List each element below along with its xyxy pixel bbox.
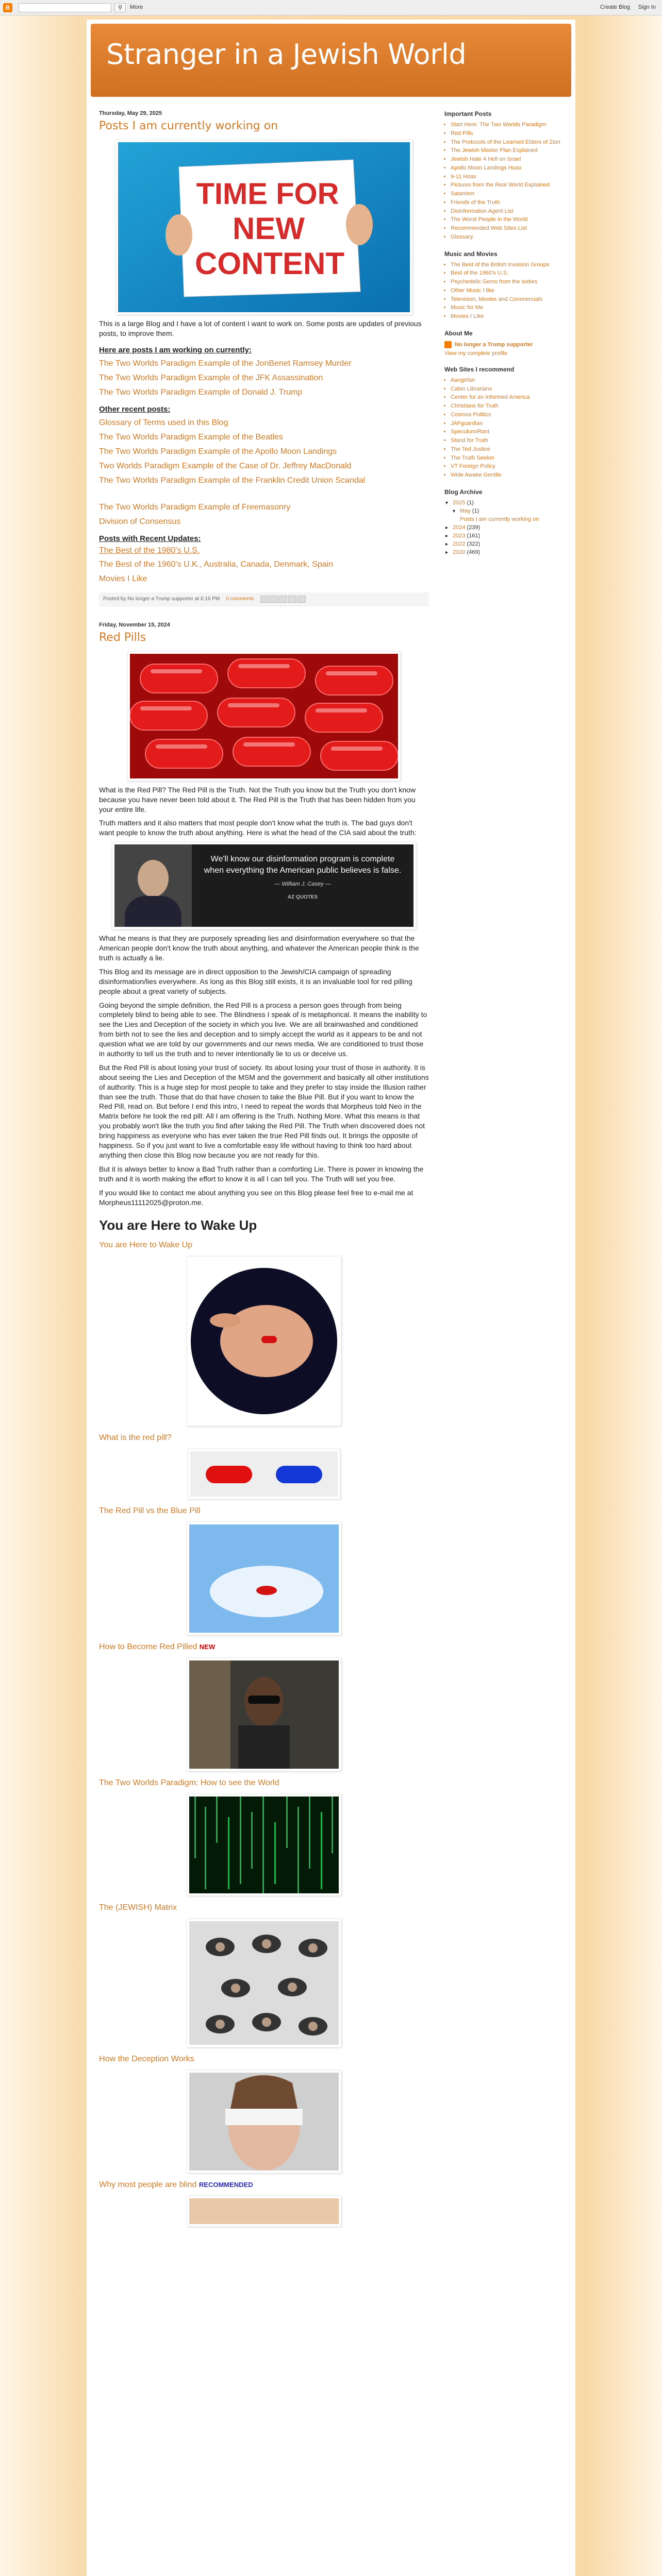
wake-up-heading: You are Here to Wake Up bbox=[99, 1217, 257, 1233]
post-link-label: Why most people are blind bbox=[99, 2180, 197, 2190]
blogger-navbar bbox=[0, 0, 662, 15]
profile-row[interactable] bbox=[444, 341, 563, 348]
casey-portrait bbox=[114, 844, 192, 927]
web-site-item[interactable]: • JAFguardian bbox=[451, 420, 563, 428]
other-link[interactable]: Two Worlds Paradigm Example of the Case of Dr. Jeffrey MacDonald bbox=[99, 461, 352, 470]
music-item[interactable]: • Movies I Like bbox=[451, 313, 563, 320]
create-blog-link[interactable]: Create Blog bbox=[600, 4, 630, 10]
blog-archive-title: Blog Archive bbox=[444, 488, 483, 496]
expand-toggle-icon[interactable]: ► bbox=[444, 549, 449, 555]
important-post-item[interactable]: • The Protocols of the Learned Elders of Zion bbox=[451, 139, 563, 146]
collapse-toggle-icon[interactable]: ▼ bbox=[452, 508, 456, 514]
post-body bbox=[99, 319, 429, 584]
archive-year[interactable]: ► 2022 (322) bbox=[444, 540, 481, 547]
web-site-item[interactable]: • Cosmos Politics bbox=[451, 412, 563, 419]
pill-in-hand-image[interactable] bbox=[187, 1522, 341, 1635]
wake-up-link[interactable]: You are Here to Wake Up bbox=[99, 1241, 193, 1250]
page-outer bbox=[87, 20, 575, 2576]
web-site-item[interactable]: • The Ted Justice bbox=[451, 446, 563, 453]
more-link[interactable]: More bbox=[130, 4, 143, 10]
red-blue-pills-image[interactable] bbox=[188, 1449, 340, 1499]
other-link[interactable]: The Two Worlds Paradigm Example of the Beatles bbox=[99, 432, 283, 442]
update-link[interactable]: The Best of the 1960's U.K., Australia, Canada, Denmark, Spain bbox=[99, 560, 333, 569]
sign-in-link[interactable]: Sign In bbox=[638, 4, 656, 10]
music-movies-title: Music and Movies bbox=[444, 250, 498, 258]
music-item[interactable]: • The Best of the British Invasion Groups bbox=[451, 262, 563, 269]
time-for-new-content-image[interactable] bbox=[115, 140, 412, 315]
quote-source: AZ QUOTES bbox=[287, 894, 318, 901]
music-item[interactable]: • Psychedelic Gems from the sixties bbox=[451, 279, 563, 286]
twitter-share-icon[interactable] bbox=[279, 596, 287, 603]
comments-link[interactable]: 0 comments bbox=[226, 596, 254, 602]
paragraph: But the Red Pill is about losing your trust of society. Its about losing your trust of those in authority. It is about seeing the Lies and Deception of the MSM and the government and basically all other institutions of authority. This is a huge step for most people to take and they prefer to stay inside the Illusion rather than see the truth. Those that do that have chosen to take the Blue Pill. But if you want to know the Red Pill, read on. But before I end this intro, I need to repeat the words that Morpheus told Neo in the Matrix before he took the red pill: All I am offering is the Truth. Nothing More. What this means is that you probably won't like the truth you find after taking the Red Pill. The Truth when discovered does not bring happiness as everyone who has ever taken the true Red Pill finds out. It brings the opposite of happiness. So if you just want to live a comfortable easy life without having to think too hard about anything then close this Blog now because you are not ready for this. bbox=[99, 1063, 429, 1159]
post-date: Friday, November 15, 2024 bbox=[99, 621, 170, 628]
archive-year[interactable]: ► 2020 (469) bbox=[444, 549, 481, 555]
share-buttons bbox=[260, 596, 306, 603]
archive-post[interactable]: Posts I am currently working on bbox=[460, 516, 539, 522]
important-post-item[interactable]: • Glossary bbox=[451, 234, 563, 241]
important-post-item[interactable]: • Start Here: The Two Worlds Paradigm bbox=[451, 122, 563, 129]
morpheus-image[interactable] bbox=[187, 1658, 341, 1771]
web-site-item[interactable]: • Center for an Informed America bbox=[451, 394, 563, 401]
update-link[interactable]: Movies I Like bbox=[99, 574, 147, 583]
important-posts-title: Important Posts bbox=[444, 110, 492, 117]
blog-this-icon[interactable] bbox=[270, 596, 278, 603]
archive-year[interactable]: ▼ 2025 (1) bbox=[444, 499, 474, 506]
facebook-share-icon[interactable] bbox=[288, 596, 296, 603]
post-body bbox=[99, 785, 429, 838]
other-label: Other recent posts: bbox=[99, 404, 171, 414]
paragraph: Going beyond the simple definition, the Red Pill is a process a person goes through from being completely blind to being able to see. The Blindness I speak of is metaphorical. It means the inability to see the Lies and Deception of the society in which you live. We are all brainwashed and conditioned from birth not to see the lies and deception and to simply accept the world as it appears to be and not question what we are told by our governments and our news media. We are conditioned to trust those in authority to tell us the truth and to never intentionally lie to us or deceive us. bbox=[99, 1001, 427, 1058]
web-sites-list bbox=[444, 377, 563, 479]
web-sites-title: Web Sites I recommend bbox=[444, 365, 515, 373]
archive-year[interactable]: ► 2024 (239) bbox=[444, 524, 481, 531]
quote-text: We'll know our disinformation program is complete when everything the American public believes is false. bbox=[204, 855, 402, 875]
posted-by: Posted by No longer a Trump supporter at 6:16 PM bbox=[103, 596, 220, 602]
hand-pill-image[interactable] bbox=[187, 1256, 341, 1426]
other-link[interactable]: The Two Worlds Paradigm Example of the Franklin Credit Union Scandal bbox=[99, 476, 366, 485]
image-text-line3: CONTENT bbox=[195, 246, 344, 281]
casey-quote-image[interactable] bbox=[112, 842, 416, 929]
music-item[interactable]: • Other Music I like bbox=[451, 287, 563, 295]
archive-year[interactable]: ► 2023 (161) bbox=[444, 532, 481, 539]
important-post-item[interactable]: • 9-11 Hoax bbox=[451, 174, 563, 181]
collapse-toggle-icon[interactable]: ▼ bbox=[444, 500, 449, 505]
working-link[interactable]: The Two Worlds Paradigm Example of the JFK Assassination bbox=[99, 373, 323, 382]
search-icon[interactable]: ⚲ bbox=[114, 3, 126, 12]
post-link[interactable] bbox=[99, 1642, 429, 1652]
important-post-item[interactable]: • Disinformation Agent List bbox=[451, 208, 563, 215]
blog-header bbox=[91, 24, 571, 97]
working-link[interactable]: The Two Worlds Paradigm Example of the JonBenet Ramsey Murder bbox=[99, 359, 352, 368]
paragraph: What is the Red Pill? The Red Pill is the Truth. Not the Truth you know but the Truth you don't know because you have never been told about it. The Red Pill is the Truth that has been hidden from you your entire life. bbox=[99, 785, 416, 814]
working-link[interactable]: The Two Worlds Paradigm Example of Donald J. Trump bbox=[99, 387, 303, 397]
blindfold-image[interactable] bbox=[187, 2070, 341, 2173]
working-label: Here are posts I am working on currently: bbox=[99, 345, 252, 354]
post-link[interactable]: The (JEWISH) Matrix bbox=[99, 1903, 177, 1912]
important-post-item[interactable]: • Pictures from the Real World Explained bbox=[451, 182, 563, 189]
archive-month[interactable]: ▼ May (1) bbox=[452, 507, 479, 514]
important-posts-list bbox=[444, 122, 563, 241]
music-item[interactable]: • Best of the 1960's U.S. bbox=[451, 270, 563, 277]
web-site-item[interactable]: • Wide Awake Gentile bbox=[451, 472, 563, 479]
other-link[interactable]: Division of Consensus bbox=[99, 517, 181, 526]
quote-author: — William J. Casey — bbox=[274, 881, 331, 888]
post-date: Thursday, May 29, 2025 bbox=[99, 110, 162, 116]
web-site-item[interactable]: • Christians for Truth bbox=[451, 403, 563, 410]
paragraph: What he means is that they are purposely spreading lies and disinformation everywhere so that the American people don't know the truth about anything, and whatever the American people think is the truth is actually a lie. bbox=[99, 934, 419, 962]
post-link[interactable]: How the Deception Works bbox=[99, 2055, 194, 2064]
web-site-item[interactable]: • Aangirfan bbox=[451, 377, 563, 384]
blog-title[interactable]: Stranger in a Jewish World bbox=[106, 38, 467, 71]
post-footer bbox=[99, 592, 429, 606]
important-post-item[interactable]: • The Worst People in the World bbox=[451, 216, 563, 224]
about-me-title: About Me bbox=[444, 329, 473, 337]
web-site-item[interactable]: • Stand for Truth bbox=[451, 437, 563, 445]
post-link-label: How to Become Red Pilled bbox=[99, 1642, 197, 1652]
expand-toggle-icon[interactable]: ► bbox=[444, 541, 449, 547]
important-post-item[interactable]: • Apollo Moon Landings Hoax bbox=[451, 165, 563, 172]
matrix-pods-image[interactable] bbox=[187, 1919, 341, 2047]
paragraph: But it is always better to know a Bad Truth rather than a comforting Lie. There is power in knowing the truth and it is worth making the effort to know it is all I can tell you. The Truth will set you free. bbox=[99, 1164, 424, 1183]
red-pills-image[interactable] bbox=[127, 651, 401, 781]
expand-toggle-icon[interactable]: ► bbox=[444, 533, 449, 538]
expand-toggle-icon[interactable]: ► bbox=[444, 524, 449, 530]
important-post-item[interactable]: • Friends of the Truth bbox=[451, 199, 563, 207]
blogger-logo-icon[interactable]: B bbox=[3, 3, 12, 12]
music-movies-list bbox=[444, 262, 563, 320]
web-site-item[interactable]: • VT Foreign Policy bbox=[451, 463, 563, 470]
post-link[interactable] bbox=[99, 2180, 429, 2190]
important-post-item[interactable]: • Jewish Hate 4 Hell on Israel bbox=[451, 156, 563, 163]
recommended-badge: RECOMMENDED bbox=[198, 2181, 253, 2189]
other-link[interactable]: The Two Worlds Paradigm Example of the Apollo Moon Landings bbox=[99, 447, 337, 456]
music-item[interactable]: • Music for Me bbox=[451, 304, 563, 312]
important-post-item[interactable]: • Recommended Web Sites List bbox=[451, 225, 563, 232]
other-link[interactable]: The Two Worlds Paradigm Example of Freemasonry bbox=[99, 502, 291, 512]
profile-icon bbox=[444, 341, 452, 348]
paragraph: This Blog and its message are in direct opposition to the Jewish/CIA campaign of spreading disinformation/lies everywhere. As long as this Blog still exists, it is an invaluable tool for red pilling people about a great variety of subjects. bbox=[99, 967, 412, 995]
new-badge: NEW bbox=[199, 1643, 216, 1651]
post-link[interactable]: What is the red pill? bbox=[99, 1433, 172, 1443]
post-title[interactable]: Posts I am currently working on bbox=[99, 120, 278, 132]
important-post-item[interactable]: • Red Pills bbox=[451, 130, 563, 138]
image-text-line1: TIME FOR bbox=[196, 177, 339, 211]
pinterest-share-icon[interactable] bbox=[297, 596, 306, 603]
main-content bbox=[99, 110, 429, 2227]
sidebar bbox=[444, 110, 563, 557]
other-link[interactable] bbox=[99, 490, 429, 498]
post-title[interactable]: Red Pills bbox=[99, 631, 146, 644]
update-link[interactable]: The Best of the 1980's U.S. bbox=[99, 546, 200, 555]
search-input[interactable] bbox=[19, 3, 111, 12]
view-profile-link[interactable]: View my complete profile bbox=[444, 350, 508, 357]
post-body bbox=[99, 934, 429, 1207]
updates-label: Posts with Recent Updates: bbox=[99, 534, 201, 543]
web-site-item[interactable]: • Speculum/Rant bbox=[451, 429, 563, 436]
music-item[interactable]: • Television, Movies and Commercials bbox=[451, 296, 563, 303]
email-share-icon[interactable] bbox=[260, 596, 269, 603]
web-site-item[interactable]: • Cabin Librarians bbox=[451, 386, 563, 393]
blog-archive-list bbox=[444, 500, 563, 555]
image-text-line2: NEW bbox=[233, 211, 305, 246]
paragraph: If you would like to contact me about anything you see on this Blog please feel free to e-mail me at Morpheus11112025@proton.me. bbox=[99, 1188, 413, 1207]
matrix-code-image[interactable] bbox=[187, 1794, 341, 1896]
other-link[interactable]: Glossary of Terms used in this Blog bbox=[99, 418, 228, 427]
final-image[interactable] bbox=[187, 2196, 341, 2227]
important-post-item[interactable]: • Satanism bbox=[451, 191, 563, 198]
post-intro: This is a large Blog and I have a lot of content I want to work on. Some posts are updates of previous posts, to improve them. bbox=[99, 319, 422, 337]
important-post-item[interactable]: • The Jewish Master Plan Explained bbox=[451, 147, 563, 155]
post-link[interactable]: The Red Pill vs the Blue Pill bbox=[99, 1506, 201, 1516]
paragraph: Truth matters and it also matters that most people don't know what the truth is. The bad guys don't want people to know the truth about anything. Here is what the head of the CIA said about the truth: bbox=[99, 819, 417, 837]
web-site-item[interactable]: • The Truth Seeker bbox=[451, 455, 563, 462]
profile-name[interactable]: No longer a Trump supporter bbox=[455, 341, 533, 348]
post-link[interactable]: The Two Worlds Paradigm: How to see the World bbox=[99, 1778, 279, 1788]
